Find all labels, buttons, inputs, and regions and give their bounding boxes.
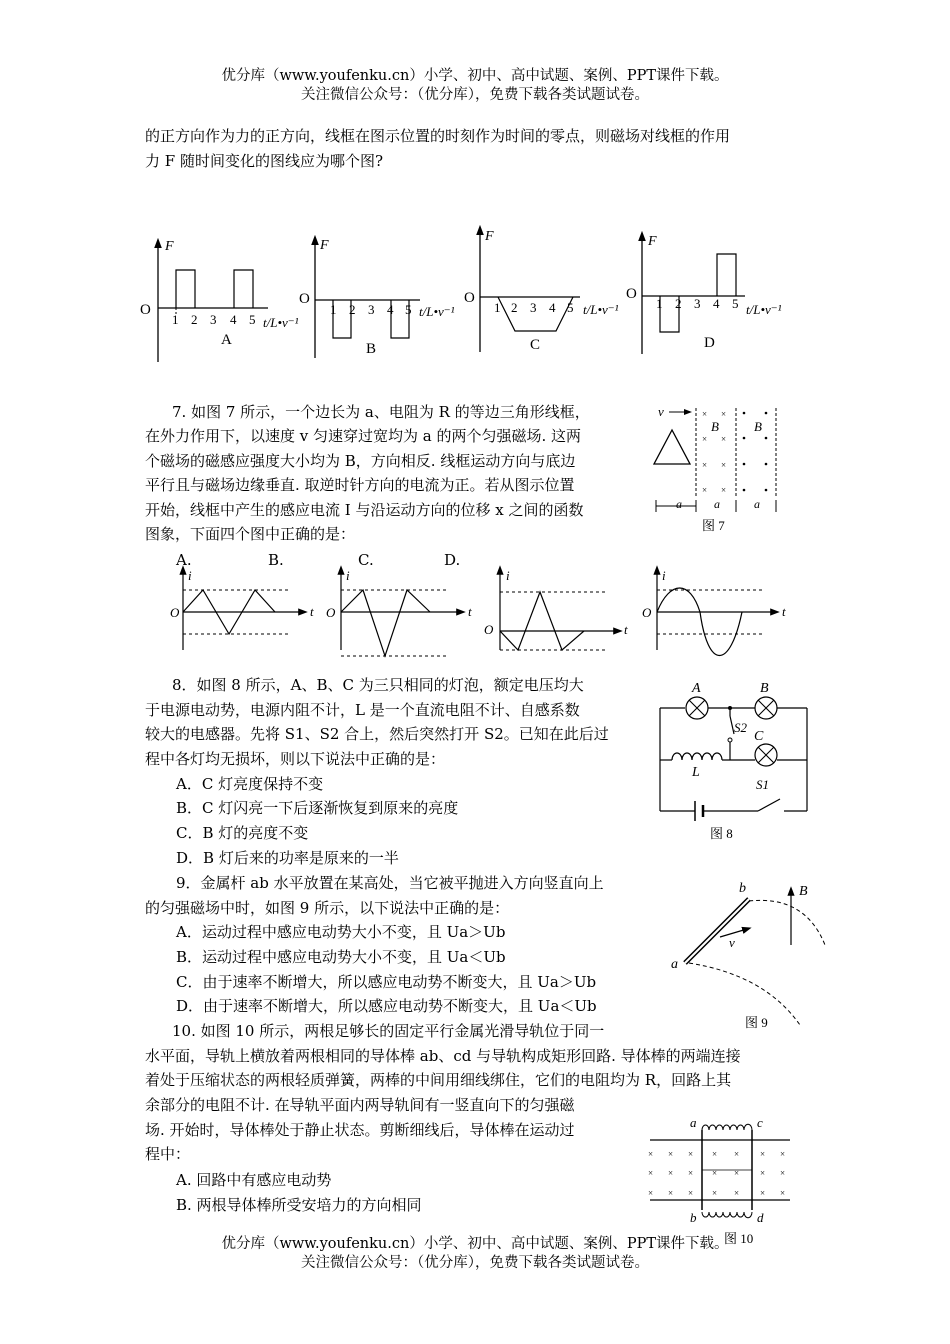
svg-text:×: × bbox=[780, 1149, 786, 1159]
q6d-t1: 1 bbox=[656, 296, 663, 311]
svg-text:i: i bbox=[506, 568, 510, 583]
fig7-triangle bbox=[654, 430, 690, 464]
q10-line-1: 10. 如图 10 所示，两根足够长的固定平行金属光滑导轨位于同一 bbox=[172, 1022, 605, 1040]
q7-option-d: D. bbox=[444, 551, 461, 569]
q10-line-3: 着处于压缩状态的两根轻质弹簧，两棒的中间用细线绑住，它们的电阻均为 R，回路上其 bbox=[145, 1071, 732, 1089]
fig7-a1: a bbox=[676, 497, 682, 511]
q6d-label: D bbox=[704, 335, 715, 351]
header-line-2: 关注微信公众号：（优分库），免费下载各类试题试卷。 bbox=[301, 87, 649, 103]
svg-text:×: × bbox=[668, 1168, 674, 1178]
q7-line-5: 开始，线框中产生的感应电流 I 与沿运动方向的位移 x 之间的函数 bbox=[145, 501, 584, 519]
q6b-f: F bbox=[320, 238, 329, 253]
q7-line-2: 在外力作用下，以速度 v 匀速穿过宽均为 a 的两个匀强磁场. 这两 bbox=[145, 427, 582, 445]
q8-line-1: 8．如图 8 所示，A、B、C 为三只相同的灯泡，额定电压均大 bbox=[172, 676, 584, 694]
q6-graph-c bbox=[464, 229, 619, 353]
svg-text:i: i bbox=[662, 568, 666, 583]
q10-line-5: 场. 开始时，导体棒处于静止状态。剪断细线后，导体棒在运动过 bbox=[145, 1121, 575, 1139]
q6b-t1: 1 bbox=[330, 302, 337, 317]
q6c-label: C bbox=[530, 337, 541, 353]
q7-line-6: 图象，下面四个图中正确的是： bbox=[145, 525, 356, 543]
fig8-s1: S1 bbox=[756, 777, 769, 792]
svg-text:i: i bbox=[188, 568, 192, 583]
svg-text:×: × bbox=[734, 1149, 740, 1159]
q7-graph-c bbox=[484, 568, 628, 650]
q10-line-4: 余部分的电阻不计. 在导轨平面内两导轨间有一竖直向下的匀强磁 bbox=[145, 1096, 575, 1114]
q10-line-6: 程中： bbox=[145, 1145, 191, 1163]
svg-text:×: × bbox=[688, 1149, 694, 1159]
fig8-s2: S2 bbox=[734, 720, 747, 735]
q10-line-2: 水平面，导轨上横放着两根相同的导体棒 ab、cd 与导轨构成矩形回路. 导体棒的两端连接 bbox=[145, 1047, 741, 1065]
fig7-v: v bbox=[658, 404, 664, 419]
q6c-o: O bbox=[464, 290, 475, 306]
footer-line-2: 关注微信公众号：（优分库），免费下载各类试题试卷。 bbox=[301, 1255, 649, 1271]
q6b-t2: 2 bbox=[349, 302, 356, 317]
fig8-l: L bbox=[692, 765, 700, 780]
q6d-axis-t: t/L•v⁻¹ bbox=[746, 302, 782, 317]
q9-line-2: 的匀强磁场中时，如图 9 所示，以下说法中正确的是： bbox=[145, 899, 510, 917]
header-line-1: 优分库（www.youfenku.cn）小学、初中、高中试题、案例、PPT课件下载。 bbox=[221, 68, 729, 84]
svg-text:×: × bbox=[712, 1149, 718, 1159]
q7-graph-b bbox=[326, 568, 472, 656]
q7-option-b: B. bbox=[268, 551, 284, 569]
fig9-b: b bbox=[739, 881, 746, 896]
q6b-o: O bbox=[299, 291, 310, 307]
svg-text:t: t bbox=[624, 622, 628, 637]
q6-graphs bbox=[0, 0, 950, 400]
q6-line-2: 力 F 随时间变化的图线应为哪个图? bbox=[145, 152, 383, 170]
fig8-a: A bbox=[692, 681, 701, 696]
q6c-t1: 1 bbox=[494, 300, 501, 315]
svg-text:×: × bbox=[668, 1149, 674, 1159]
q6b-t3: 3 bbox=[368, 302, 375, 317]
svg-text:×: × bbox=[648, 1149, 654, 1159]
q6a-f: F bbox=[165, 239, 174, 254]
svg-text:t: t bbox=[468, 604, 472, 619]
fig7-caption: 图 7 bbox=[702, 518, 725, 533]
svg-text:O: O bbox=[170, 605, 180, 620]
fig8-c: C bbox=[754, 729, 764, 744]
svg-text:×: × bbox=[712, 1188, 718, 1198]
fig8-caption: 图 8 bbox=[710, 826, 733, 841]
fig10-c: c bbox=[757, 1115, 763, 1130]
fig10-b: b bbox=[690, 1210, 697, 1225]
q8-option-d: D．B 灯后来的功率是原来的一半 bbox=[176, 849, 399, 867]
svg-text:×: × bbox=[668, 1188, 674, 1198]
fig10-caption: 图 10 bbox=[724, 1231, 754, 1246]
fig9-v: v bbox=[729, 935, 735, 950]
fig10-a: a bbox=[690, 1115, 697, 1130]
svg-text:×: × bbox=[688, 1168, 694, 1178]
q9-option-a: A．运动过程中感应电动势大小不变，且 Ua＞Ub bbox=[176, 923, 506, 941]
q7-option-c: C. bbox=[358, 551, 374, 569]
q7-graph-a bbox=[170, 568, 314, 650]
svg-text:×: × bbox=[721, 460, 727, 470]
fig8 bbox=[650, 676, 820, 846]
q6d-t3: 3 bbox=[694, 296, 701, 311]
q8-option-c: C．B 灯的亮度不变 bbox=[176, 824, 309, 842]
q6b-label: B bbox=[366, 341, 377, 357]
q6c-f: F bbox=[485, 229, 494, 244]
svg-text:×: × bbox=[721, 409, 727, 419]
q8-line-3: 较大的电感器。先将 S1、S2 合上，然后突然打开 S2。已知在此后过 bbox=[145, 725, 609, 743]
q6-line-1: 的正方向作为力的正方向，线框在图示位置的时刻作为时间的零点，则磁场对线框的作用 bbox=[145, 127, 731, 145]
q6a-t1: 1 bbox=[172, 312, 179, 327]
q9-option-c: C．由于速率不断增大，所以感应电动势不断变大，且 Ua＞Ub bbox=[176, 973, 597, 991]
fig7-b1: B bbox=[711, 419, 719, 434]
svg-text:×: × bbox=[702, 485, 708, 495]
q6c-t3: 3 bbox=[530, 300, 537, 315]
q8-option-b: B．C 灯闪亮一下后逐渐恢复到原来的亮度 bbox=[176, 799, 459, 817]
q8-option-a: A．C 灯亮度保持不变 bbox=[176, 775, 324, 793]
q6d-t4: 4 bbox=[713, 296, 720, 311]
q6d-t2: 2 bbox=[675, 296, 682, 311]
svg-text:t: t bbox=[310, 604, 314, 619]
q7-line-1: 7. 如图 7 所示，一个边长为 a、电阻为 R 的等边三角形线框， bbox=[172, 403, 590, 421]
q8-line-4: 程中各灯均无损坏，则以下说法中正确的是： bbox=[145, 750, 446, 768]
svg-text:×: × bbox=[712, 1168, 718, 1178]
svg-text:i: i bbox=[346, 568, 350, 583]
q7-line-3: 个磁场的磁感应强度大小均为 B，方向相反. 线框运动方向与底边 bbox=[145, 452, 576, 470]
svg-text:×: × bbox=[734, 1188, 740, 1198]
q6d-o: O bbox=[626, 286, 637, 302]
q6b-t4: 4 bbox=[387, 302, 394, 317]
q7-option-a: A. bbox=[176, 551, 192, 569]
q9-line-1: 9．金属杆 ab 水平放置在某高处，当它被平抛进入方向竖直向上 bbox=[176, 874, 604, 892]
svg-text:×: × bbox=[721, 434, 727, 444]
svg-text:×: × bbox=[702, 460, 708, 470]
q6c-axis-t: t/L•v⁻¹ bbox=[583, 302, 619, 317]
svg-text:×: × bbox=[780, 1168, 786, 1178]
q7-graph-d bbox=[642, 568, 786, 656]
fig7 bbox=[640, 400, 790, 540]
svg-text:O: O bbox=[326, 605, 336, 620]
q6a-axis-t: t/L•v⁻¹ bbox=[263, 315, 299, 330]
q6a-t4: 4 bbox=[230, 312, 237, 327]
q6a-t2: 2 bbox=[191, 312, 198, 327]
q9-option-d: D．由于速率不断增大，所以感应电动势不断变大，且 Ua＜Ub bbox=[176, 997, 597, 1015]
q6a-t5: 5 bbox=[249, 312, 256, 327]
svg-text:×: × bbox=[688, 1188, 694, 1198]
fig9-bfield: B bbox=[799, 884, 808, 899]
q6c-t5: 5 bbox=[567, 300, 574, 315]
q7-graphs bbox=[0, 560, 950, 670]
svg-text:×: × bbox=[760, 1149, 766, 1159]
fig9-a: a bbox=[671, 957, 678, 972]
svg-text:t: t bbox=[782, 604, 786, 619]
q8-line-2: 于电源电动势，电源内阻不计，L 是一个直流电阻不计、自感系数 bbox=[145, 701, 580, 719]
svg-text:×: × bbox=[702, 434, 708, 444]
q6c-t2: 2 bbox=[511, 300, 518, 315]
q6c-t4: 4 bbox=[549, 300, 556, 315]
svg-text:×: × bbox=[760, 1188, 766, 1198]
svg-text:×: × bbox=[760, 1168, 766, 1178]
q10-option-a: A. 回路中有感应电动势 bbox=[176, 1171, 332, 1189]
fig10-d: d bbox=[757, 1210, 764, 1225]
fig7-a2: a bbox=[714, 497, 720, 511]
svg-text:×: × bbox=[648, 1168, 654, 1178]
q6-graph-d bbox=[626, 234, 782, 354]
q6-graph-a bbox=[140, 239, 299, 362]
q10-option-b: B. 两根导体棒所受安培力的方向相同 bbox=[176, 1196, 422, 1214]
fig7-b2: B bbox=[754, 419, 762, 434]
svg-text:×: × bbox=[648, 1188, 654, 1198]
footer-line-1: 优分库（www.youfenku.cn）小学、初中、高中试题、案例、PPT课件下载。 bbox=[221, 1236, 729, 1252]
q6-graph-b bbox=[299, 238, 455, 358]
fig8-b: B bbox=[760, 681, 769, 696]
svg-text:×: × bbox=[780, 1188, 786, 1198]
q6a-o: O bbox=[140, 302, 151, 318]
q6b-t5: 5 bbox=[405, 302, 412, 317]
q9-option-b: B．运动过程中感应电动势大小不变，且 Ua＜Ub bbox=[176, 948, 506, 966]
svg-text:O: O bbox=[642, 605, 652, 620]
fig9 bbox=[665, 875, 835, 1035]
svg-text:O: O bbox=[484, 622, 494, 637]
fig7-a3: a bbox=[754, 497, 760, 511]
fig9-caption: 图 9 bbox=[745, 1015, 768, 1030]
q6b-axis-t: t/L•v⁻¹ bbox=[419, 304, 455, 319]
q6a-t3: 3 bbox=[210, 312, 217, 327]
svg-text:×: × bbox=[702, 409, 708, 419]
svg-text:×: × bbox=[734, 1168, 740, 1178]
svg-text:×: × bbox=[721, 485, 727, 495]
q7-line-4: 平行且与磁场边缘垂直. 取逆时针方向的电流为正。若从图示位置 bbox=[145, 476, 575, 494]
q6d-f: F bbox=[648, 234, 657, 249]
q6a-label: A bbox=[221, 332, 232, 348]
q6d-t5: 5 bbox=[732, 296, 739, 311]
